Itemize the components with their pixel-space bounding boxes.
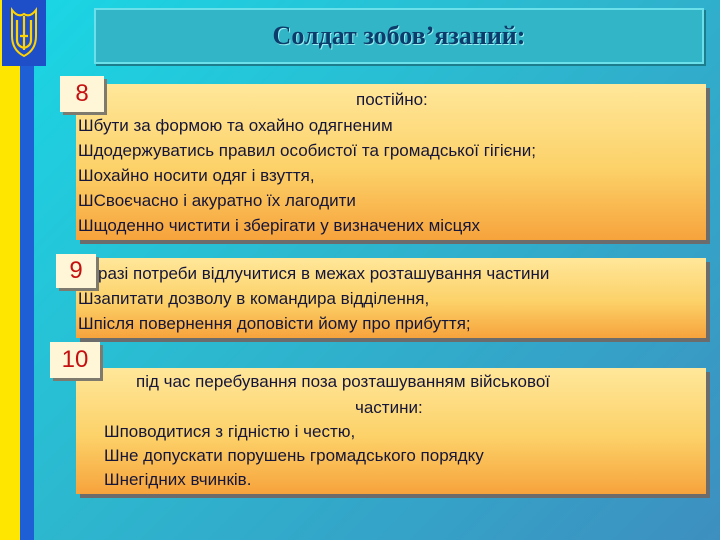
list-item: Шповодитися з гідністю і честю, (104, 422, 356, 441)
list-item: ШСвоєчасно і акуратно їх лагодити (78, 191, 356, 210)
list-item: Шне допускати порушень громадського порядку (104, 446, 484, 465)
list-item: Шщоденно чистити і зберігати у визначених місцях (78, 216, 481, 235)
title-banner (94, 8, 704, 64)
bullet-icon: Ш (78, 141, 94, 160)
trident-emblem-icon (2, 0, 46, 66)
list-item: Шбути за формою та охайно одягненим (78, 116, 393, 135)
list-item: Шохайно носити одяг і взуття, (78, 166, 315, 185)
list-item: Шдодержуватись правил особистої та громадської гігієни; (78, 141, 536, 160)
bullet-icon: Ш (104, 446, 120, 465)
section-heading-9: разі потреби відлучитися в межах розташування частини (98, 264, 550, 283)
section-heading-8: постійно: (356, 90, 428, 109)
left-yellow-band (0, 0, 20, 540)
bullet-icon: Ш (78, 216, 94, 235)
bullet-icon: Ш (78, 191, 94, 210)
section-number-8: 8 (60, 76, 104, 112)
section-heading-10-line-1: під час перебування поза розташуванням військової (136, 372, 550, 391)
bullet-icon: Ш (104, 422, 120, 441)
list-item: Шнегідних вчинків. (104, 470, 252, 489)
bullet-icon: Ш (78, 289, 94, 308)
page-title: Солдат зобов’язаний: (272, 21, 526, 50)
bullet-icon: Ш (78, 314, 94, 333)
left-blue-band (20, 0, 34, 540)
list-item: Шзапитати дозволу в командира відділення, (78, 289, 430, 308)
list-item: Шпісля повернення доповісти йому про прибуття; (78, 314, 471, 333)
section-number-10: 10 (50, 342, 100, 378)
section-heading-10-line-2: частини: (355, 398, 423, 417)
bullet-icon: Ш (78, 166, 94, 185)
section-number-9: 9 (56, 254, 96, 288)
bullet-icon: Ш (78, 116, 94, 135)
bullet-icon: Ш (104, 470, 120, 489)
